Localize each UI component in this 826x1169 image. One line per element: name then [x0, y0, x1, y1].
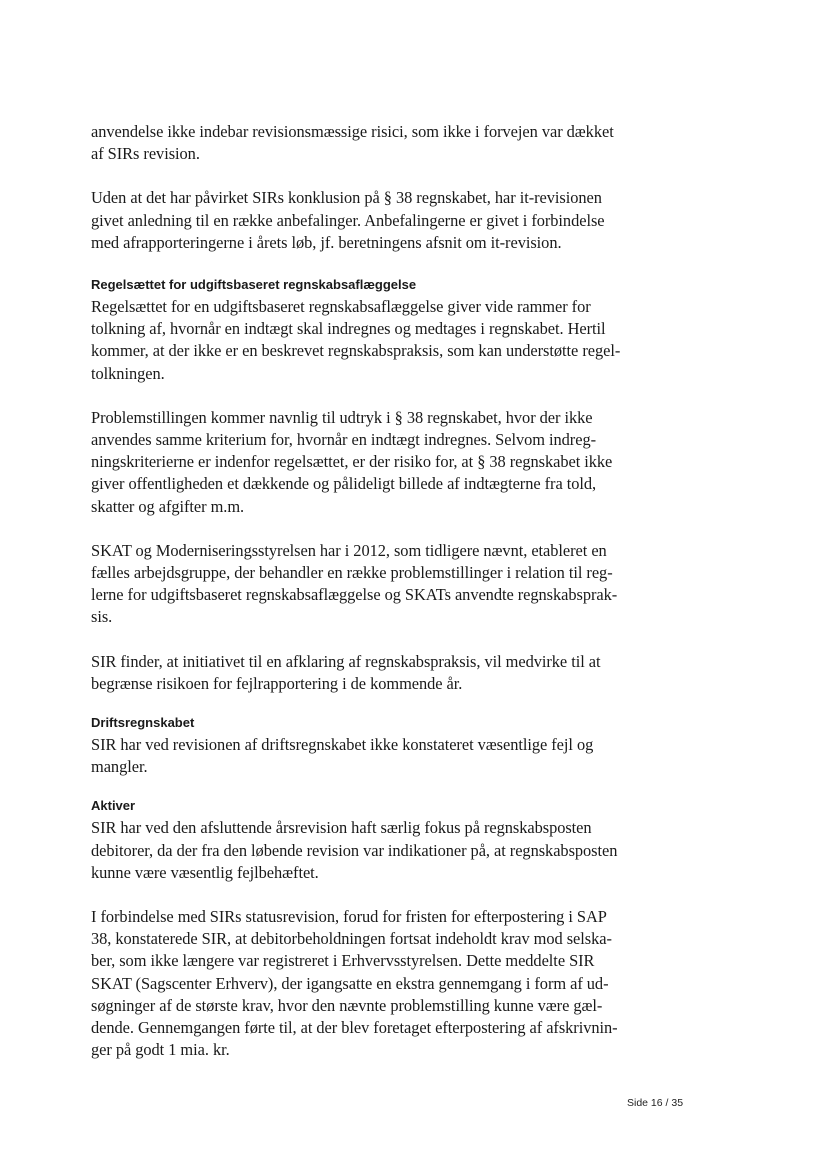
text-line: giver offentligheden et dækkende og pålideligt billede af indtægterne fra told,: [91, 474, 597, 494]
text-line: dende. Gennemgangen førte til, at der blev foretaget efterpostering af afskrivnin-: [91, 1018, 618, 1038]
paragraph-operations-1: [91, 734, 621, 778]
text-line: SKAT (Sagscenter Erhverv), der igangsatte en ekstra gennemgang i form af ud-: [91, 973, 609, 993]
paragraph-rules-4: [91, 651, 621, 695]
text-line: SKAT og Moderniseringsstyrelsen har i 2012, som tidligere nævnt, etableret en: [91, 540, 607, 560]
text-line: Uden at det har påvirket SIRs konklusion på § 38 regnskabet, har it-revisionen: [91, 188, 602, 208]
section-heading-rules: Regelsættet for udgiftsbaseret regnskabsaflæggelse: [91, 277, 417, 293]
text-line: Problemstillingen kommer navnlig til udtryk i § 38 regnskabet, hvor der ikke: [91, 407, 593, 427]
text-line: sis.: [91, 607, 113, 627]
text-line: ber, som ikke længere var registreret i Erhvervsstyrelsen. Dette meddelte SIR: [91, 951, 595, 971]
text-line: 38, konstaterede SIR, at debitorbeholdningen fortsat indeholdt krav mod selska-: [91, 929, 612, 949]
text-line: anvendelse ikke indebar revisionsmæssige risici, som ikke i forvejen var dækket: [91, 122, 614, 141]
text-line: I forbindelse med SIRs statusrevision, forud for fristen for efterpostering i SAP: [91, 907, 607, 927]
section-heading-operations: Driftsregnskabet: [91, 715, 195, 731]
text-line: fælles arbejdsgruppe, der behandler en række problemstillinger i relation til reg-: [91, 563, 613, 583]
text-line: SIR finder, at initiativet til en afklaring af regnskabspraksis, vil medvirke til at: [91, 651, 601, 671]
text-line: kunne være væsentlig fejlbehæftet.: [91, 862, 319, 882]
text-line: skatter og afgifter m.m.: [91, 496, 245, 516]
paragraph-rules-3: [91, 540, 621, 629]
text-line: givet anledning til en række anbefalinger. Anbefalingerne er givet i forbindelse: [91, 210, 605, 230]
paragraph-rules-2: [91, 407, 621, 518]
text-line: anvendes samme kriterium for, hvornår en indtægt indregnes. Selvom indreg-: [91, 430, 596, 450]
text-line: lerne for udgiftsbaseret regnskabsaflæggelse og SKATs anvendte regnskabsprak-: [91, 585, 618, 605]
text-line: begrænse risikoen for fejlrapportering i de kommende år.: [91, 673, 463, 693]
text-line: SIR har ved revisionen af driftsregnskabet ikke konstateret væsentlige fejl og: [91, 735, 594, 755]
paragraph-intro-2: [91, 187, 621, 254]
text-line: tolkning af, hvornår en indtægt skal indregnes og medtages i regnskabet. Hertil: [91, 319, 606, 339]
text-line: ger på godt 1 mia. kr.: [91, 1040, 230, 1060]
paragraph-rules-1: [91, 296, 621, 385]
paragraph-intro-1: [91, 121, 621, 165]
section-heading-assets: Aktiver: [91, 798, 136, 814]
paragraph-assets-1: [91, 817, 621, 884]
paragraph-assets-2: [91, 906, 621, 1061]
text-line: mangler.: [91, 757, 148, 777]
text-line: SIR har ved den afsluttende årsrevision haft særlig fokus på regnskabsposten: [91, 818, 592, 838]
text-line: ningskriterierne er indenfor regelsættet, er der risiko for, at § 38 regnskabet ikke: [91, 452, 613, 472]
page-body: [91, 121, 621, 1084]
text-line: af SIRs revision.: [91, 144, 200, 164]
text-line: Regelsættet for en udgiftsbaseret regnskabsaflæggelse giver vide rammer for: [91, 297, 591, 317]
text-line: med afrapporteringerne i årets løb, jf. beretningens afsnit om it-revision.: [91, 232, 562, 252]
text-line: debitorer, da der fra den løbende revision var indikationer på, at regnskabsposten: [91, 840, 618, 860]
text-line: søgninger af de største krav, hvor den nævnte problemstilling kunne være gæl-: [91, 995, 603, 1015]
text-line: kommer, at der ikke er en beskrevet regnskabspraksis, som kan understøtte regel-: [91, 341, 621, 361]
text-line: tolkningen.: [91, 363, 165, 383]
page-number: Side 16 / 35: [627, 1097, 684, 1109]
